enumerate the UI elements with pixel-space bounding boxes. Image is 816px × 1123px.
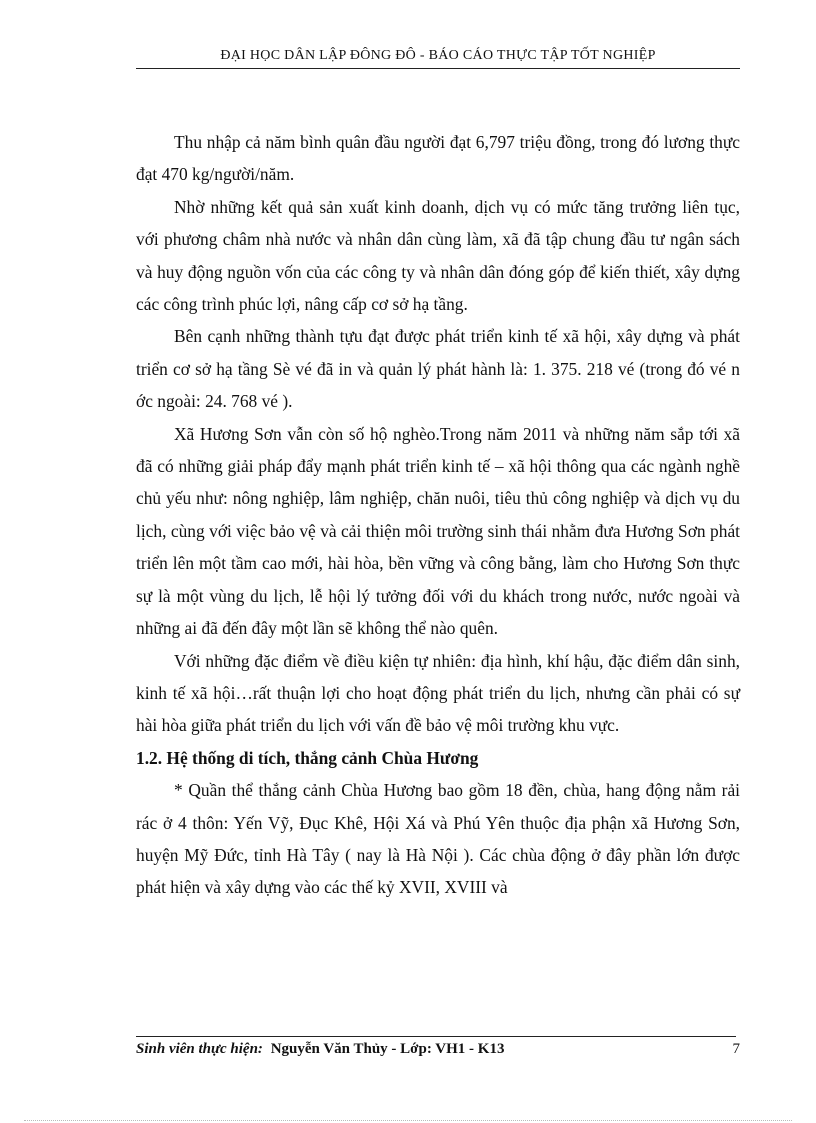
- footer-label: Sinh viên thực hiện:: [136, 1041, 263, 1057]
- document-body: [136, 126, 740, 904]
- footer-student-info: Nguyễn Văn Thủy - Lớp: VH1 - K13: [270, 1041, 505, 1057]
- page-number: 7: [732, 1041, 740, 1057]
- section-heading: 1.2. Hệ thống di tích, thắng cảnh Chùa Hương: [136, 747, 479, 768]
- page-footer: [136, 1041, 740, 1058]
- paragraph-income: Thu nhập cả năm bình quân đầu người đạt 6,797 triệu đồng, trong đó lương thực đạt 470 kg/người/năm.: [136, 132, 740, 185]
- paragraph-conditions: Với những đặc điểm về điều kiện tự nhiên: địa hình, khí hậu, đặc điểm dân sinh, kinh tế xã hội…rất thuận lợi cho hoạt động phát triển du lịch, nhưng cần phải có sự hài hòa giữa phát triển du lịch với vấn đề bảo vệ môi trường khu vực.: [136, 650, 740, 736]
- footer-divider: [136, 1036, 736, 1037]
- page-header: ĐẠI HỌC DÂN LẬP ĐÔNG ĐÔ - BÁO CÁO THỰC TẬP TỐT NGHIỆP: [136, 48, 740, 69]
- page-bottom-edge: [24, 1120, 792, 1121]
- paragraph-poverty: Xã Hương Sơn vẫn còn số hộ nghèo.Trong năm 2011 và những năm sắp tới xã đã có những giải pháp đẩy mạnh phát triển kinh tế – xã hội thông qua các ngành nghề chủ yếu như: nông nghiệp, lâm nghiệp, chăn nuôi, tiêu thủ công nghiệp và dịch vụ du lịch, cùng với việc bảo vệ và cải thiện môi trường sinh thái nhằm đưa Hương Sơn phát triển lên một tầm cao mới, hài hòa, bền vững và công bằng, làm cho Hương Sơn thực sự là một vùng du lịch, lễ hội lý tưởng đối với du khách trong nước, nước ngoài và những ai đã đến đây một lần sẽ không thể nào quên.: [136, 423, 740, 639]
- paragraph-investment: Nhờ những kết quả sản xuất kinh doanh, dịch vụ có mức tăng trưởng liên tục, với phương châm nhà nước và nhân dân cùng làm, xã đã tập chung đầu tư ngân sách và huy động nguồn vốn của các công ty và nhân dân đóng góp để kiến thiết, xây dựng các công trình phúc lợi, nâng cấp cơ sở hạ tầng.: [136, 196, 740, 315]
- paragraph-pagoda-complex: * Quần thể thắng cảnh Chùa Hương bao gồm 18 đền, chùa, hang động nằm rải rác ở 4 thôn: Yến Vỹ, Đục Khê, Hội Xá và Phú Yên thuộc địa phận xã Hương Sơn, huyện Mỹ Đức, tỉnh Hà Tây ( nay là Hà Nội ). Các chùa động ở đây phần lớn được phát hiện và xây dựng vào các thế kỷ XVII, XVIII và: [136, 780, 740, 898]
- paragraph-tickets: Bên cạnh những thành tựu đạt được phát triển kinh tế xã hội, xây dựng và phát triển cơ sở hạ tầng Sè vé đã in và quản lý phát hành là: 1. 375. 218 vé (trong đó vé n ớc ngoài: 24. 768 vé ).: [136, 326, 740, 412]
